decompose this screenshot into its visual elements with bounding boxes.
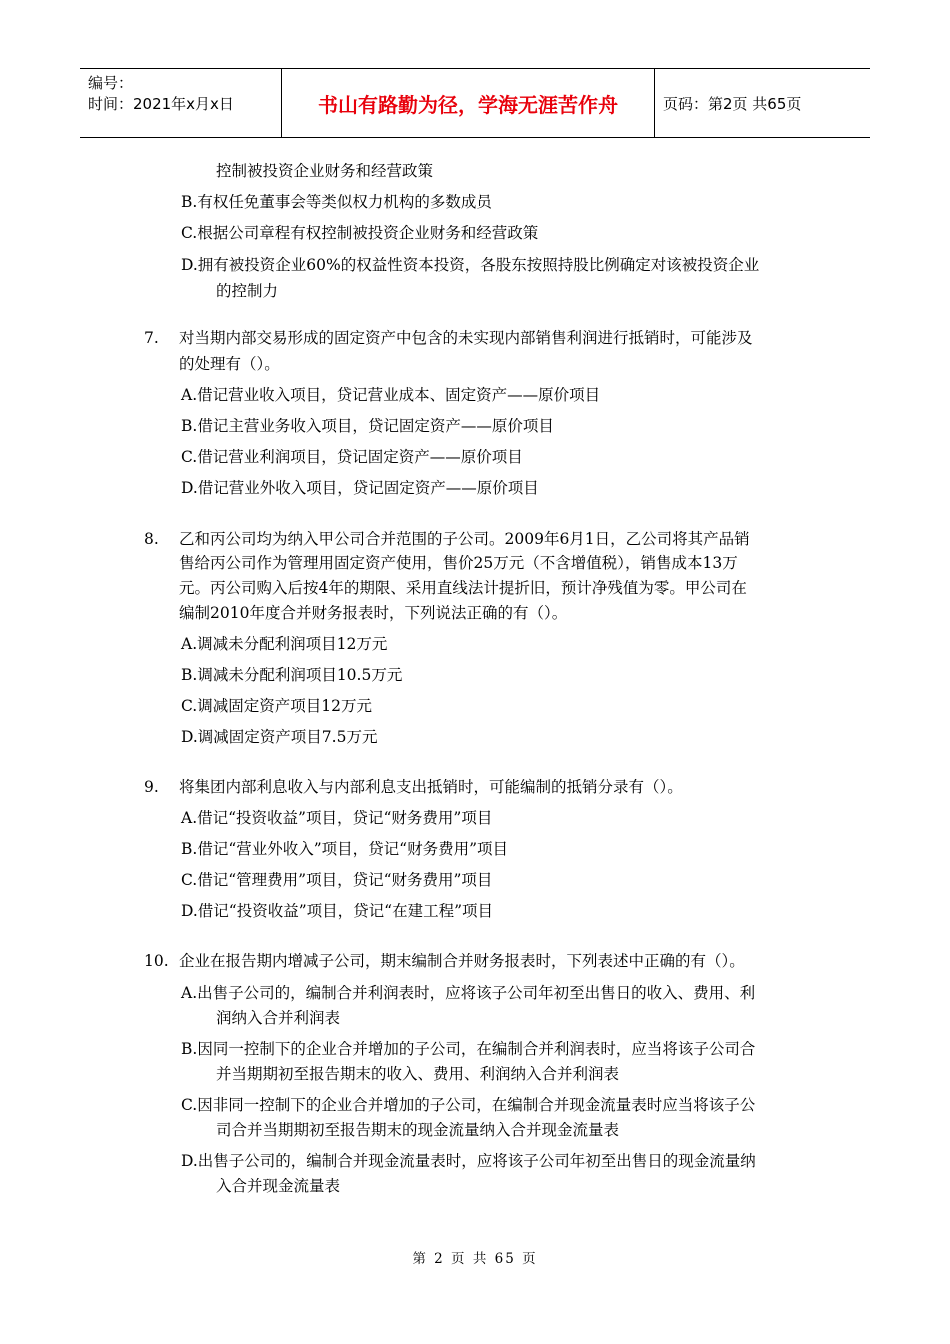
q9-number: 9. [144,778,159,796]
q9-option-d: D.借记“投资收益”项目，贷记“在建工程”项目 [181,902,493,920]
q7-option-c: C.借记营业利润项目，贷记固定资产——原价项目 [181,448,523,466]
header-meta [80,69,282,137]
q6-option-c: C.根据公司章程有权控制被投资企业财务和经营政策 [181,224,539,242]
q10-option-a-continuation: 润纳入合并利润表 [216,1009,341,1027]
q10-option-c: C.因非同一控制下的企业合并增加的子公司，在编制合并现金流量表时应当将该子公 [181,1096,756,1114]
q8-option-b: B.调减未分配利润项目10.5万元 [181,666,403,684]
header-motto: 书山有路勤为径，学海无涯苦作舟 [282,69,655,137]
q6-option-b: B.有权任免董事会等类似权力机构的多数成员 [181,193,492,211]
header-page-info: 页码：第2页 共65页 [663,94,802,113]
q7-stem: 对当期内部交易形成的固定资产中包含的未实现内部销售利润进行抵销时，可能涉及 [179,329,753,347]
q10-option-d: D.出售子公司的，编制合并现金流量表时，应将该子公司年初至出售日的现金流量纳 [181,1152,756,1170]
q8-option-c: C.调减固定资产项目12万元 [181,697,372,715]
q6-option-d-continuation: 的控制力 [216,282,279,300]
q10-option-b-continuation: 并当期期初至报告期末的收入、费用、利润纳入合并利润表 [216,1065,620,1083]
q7-number: 7. [144,329,159,347]
page-header [80,68,870,138]
time-label: 时间：2021年x月x日 [88,95,234,113]
q6-option-a-continuation: 控制被投资企业财务和经营政策 [216,162,434,180]
q9-stem: 将集团内部利息收入与内部利息支出抵销时，可能编制的抵销分录有（）。 [179,778,683,796]
q7-option-a: A.借记营业收入项目，贷记营业成本、固定资产——原价项目 [181,386,601,404]
q8-stem-line2: 售给丙公司作为管理用固定资产使用，售价25万元（不含增值税），销售成本13万 [179,554,738,572]
q9-option-c: C.借记“管理费用”项目，贷记“财务费用”项目 [181,871,493,889]
q8-stem-line4: 编制2010年度合并财务报表时，下列说法正确的有（）。 [179,604,568,622]
q10-option-a: A.出售子公司的，编制合并利润表时，应将该子公司年初至出售日的收入、费用、利 [181,984,756,1002]
q10-stem: 企业在报告期内增减子公司，期末编制合并财务报表时，下列表述中正确的有（）。 [179,952,745,970]
q10-option-b: B.因同一控制下的企业合并增加的子公司，在编制合并利润表时，应当将该子公司合 [181,1040,756,1058]
q8-stem-line3: 元。丙公司购入后按4年的期限、采用直线法计提折旧，预计净残值为零。甲公司在 [179,579,747,597]
page-footer: 第 2 页 共 65 页 [412,1251,538,1267]
q8-option-a: A.调减未分配利润项目12万元 [181,635,388,653]
q7-stem-continuation: 的处理有（）。 [179,355,280,373]
q7-option-d: D.借记营业外收入项目，贷记固定资产——原价项目 [181,479,539,497]
q6-option-d: D.拥有被投资企业60%的权益性资本投资，各股东按照持股比例确定对该被投资企业 [181,256,760,274]
q7-option-b: B.借记主营业务收入项目，贷记固定资产——原价项目 [181,417,554,435]
q8-stem: 乙和丙公司均为纳入甲公司合并范围的子公司。2009年6月1日，乙公司将其产品销 [179,530,750,548]
q10-option-d-continuation: 入合并现金流量表 [216,1177,341,1195]
q8-number: 8. [144,530,159,548]
number-label: 编号： [88,74,134,92]
q9-option-a: A.借记“投资收益”项目，贷记“财务费用”项目 [181,809,493,827]
q9-option-b: B.借记“营业外收入”项目，贷记“财务费用”项目 [181,840,509,858]
q8-option-d: D.调减固定资产项目7.5万元 [181,728,378,746]
q10-option-c-continuation: 司合并当期期初至报告期末的现金流量纳入合并现金流量表 [216,1121,620,1139]
q10-number: 10. [144,952,169,970]
